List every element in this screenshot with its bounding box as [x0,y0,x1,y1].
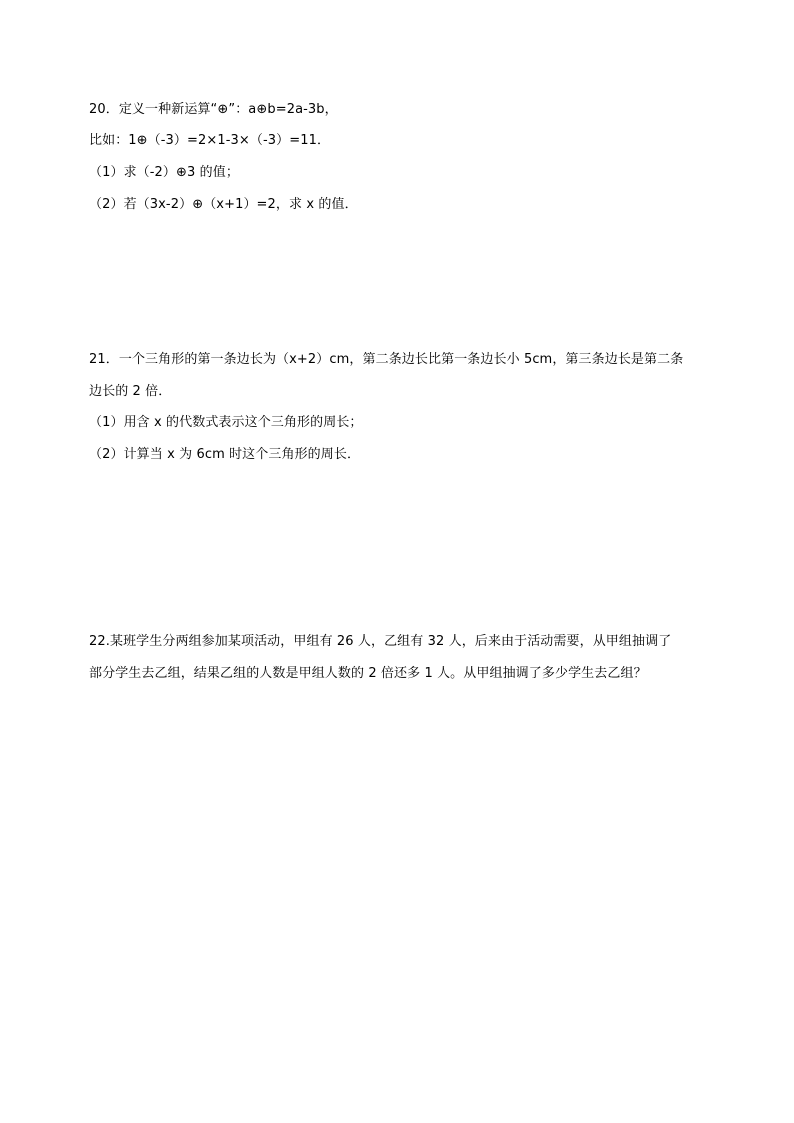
question-21-part-2: （2）计算当 x 为 6cm 时这个三角形的周长． [89,447,361,462]
question-21-part-1: （1）用含 x 的代数式表示这个三角形的周长； [89,415,363,430]
question-20-part-1: （1）求（-2）⊕3 的值； [89,165,239,180]
question-22-stem-continued: 部分学生去乙组，结果乙组的人数是甲组人数的 2 倍还多 1 人。从甲组抽调了多少学生去乙组？ [89,666,647,681]
question-20-part-2: （2）若（3x-2）⊕（x+1）=2，求 x 的值． [89,197,358,212]
question-21-stem: 21．一个三角形的第一条边长为（x+2）cm，第二条边长比第一条边长小 5cm，第三条边长是第二条 [89,352,684,367]
question-22-stem: 22.某班学生分两组参加某项活动，甲组有 26 人，乙组有 32 人，后来由于活动需要，从甲组抽调了 [89,634,672,649]
question-21-stem-continued: 边长的 2 倍． [89,384,172,399]
question-20-stem: 20．定义一种新运算“⊕”：a⊕b=2a-3b， [89,102,338,117]
question-20-example: 比如：1⊕（-3）=2×1-3×（-3）=11． [89,133,331,148]
